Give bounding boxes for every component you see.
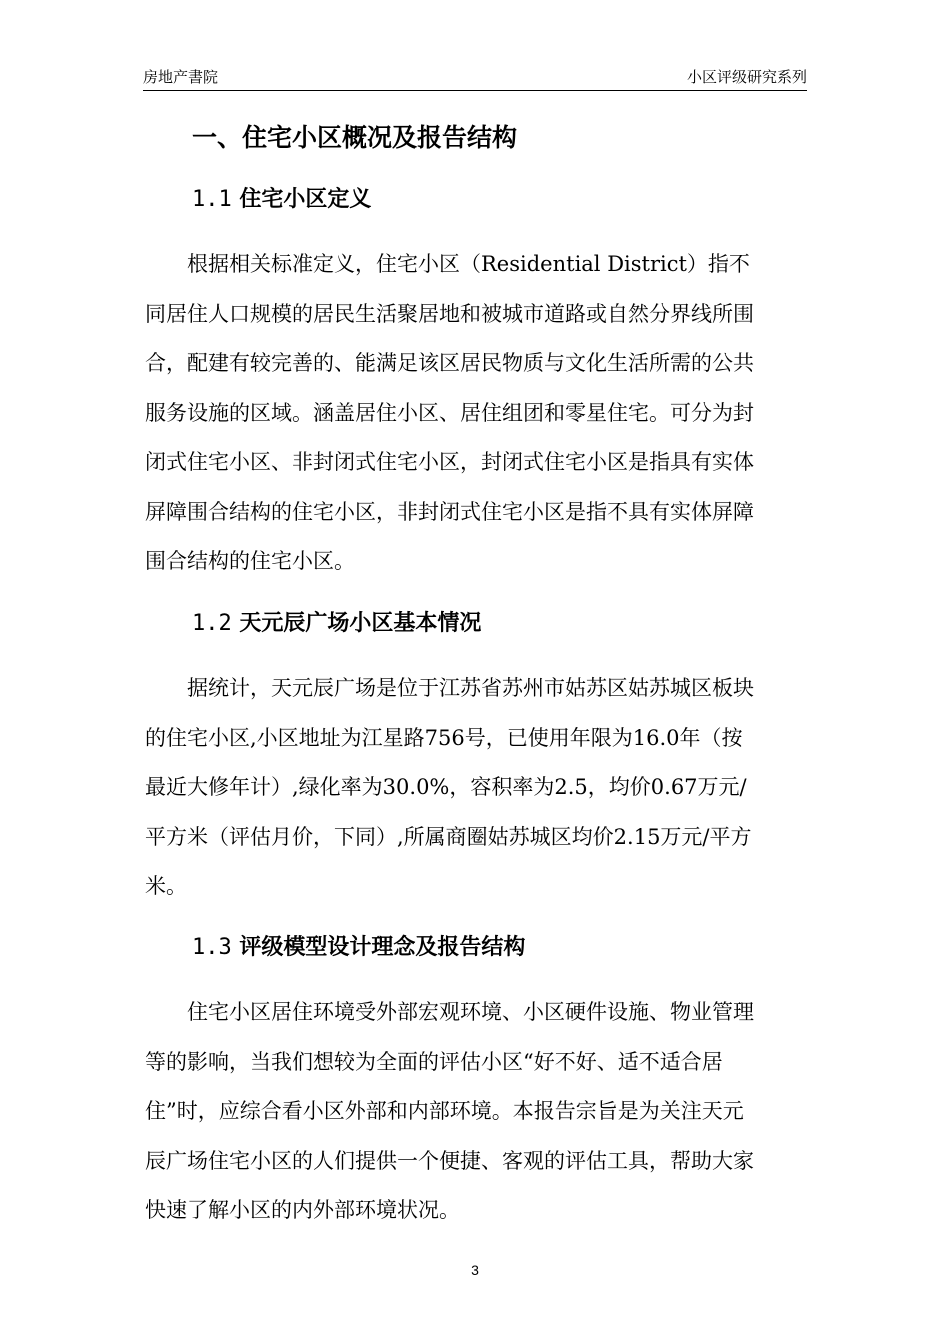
section-number: 1.2 [192, 611, 232, 636]
section-heading-1-2 [192, 606, 481, 642]
section-paragraph-1-2 [145, 664, 805, 912]
paragraph-line: 米。 [145, 874, 187, 898]
chapter-heading: 一、住宅小区概况及报告结构 [192, 123, 518, 152]
section-number: 1.3 [192, 935, 232, 960]
paragraph-line: 围合结构的住宅小区。 [145, 549, 355, 573]
section-paragraph-1-1 [145, 240, 805, 587]
paragraph-line: 辰广场住宅小区的人们提供一个便捷、客观的评估工具，帮助大家 [145, 1148, 754, 1173]
page-header [143, 64, 807, 91]
section-title: 天元辰广场小区基本情况 [239, 611, 482, 636]
section-title: 住宅小区定义 [239, 187, 372, 212]
section-heading-1-1 [192, 182, 371, 218]
section-number: 1.1 [192, 187, 232, 212]
paragraph-line: 屏障围合结构的住宅小区，非封闭式住宅小区是指不具有实体屏障 [145, 499, 754, 524]
paragraph-line: 住”时，应综合看小区外部和内部环境。本报告宗旨是为关注天元 [145, 1099, 744, 1123]
paragraph-line: 快速了解小区的内外部环境状况。 [145, 1198, 460, 1222]
paragraph-line: 合，配建有较完善的、能满足该区居民物质与文化生活所需的公共 [145, 351, 754, 375]
section-title: 评级模型设计理念及报告结构 [239, 935, 526, 960]
paragraph-line: 服务设施的区域。涵盖居住小区、居住组团和零星住宅。可分为封 [145, 400, 754, 425]
paragraph-line: 的住宅小区,小区地址为江星路756号，已使用年限为16.0年（按 [145, 725, 743, 750]
section-paragraph-1-3 [145, 988, 805, 1236]
paragraph-line: 同居住人口规模的居民生活聚居地和被城市道路或自然分界线所围 [145, 301, 754, 326]
paragraph-line: 住宅小区居住环境受外部宏观环境、小区硬件设施、物业管理 [145, 1000, 754, 1024]
paragraph-line: 据统计，天元辰广场是位于江苏省苏州市姑苏区姑苏城区板块 [145, 676, 754, 700]
paragraph-line: 闭式住宅小区、非封闭式住宅小区，封闭式住宅小区是指具有实体 [145, 450, 754, 474]
header-publisher: 房地产書院 [143, 68, 219, 86]
header-series-title: 小区评级研究系列 [686, 68, 807, 86]
paragraph-line: 最近大修年计）,绿化率为30.0%，容积率为2.5，均价0.67万元/ [145, 775, 747, 799]
page-number: 3 [471, 1262, 479, 1278]
paragraph-line: 根据相关标准定义，住宅小区（Residential District）指不 [145, 252, 750, 276]
section-heading-1-3 [192, 930, 525, 966]
paragraph-line: 等的影响，当我们想较为全面的评估小区“好不好、适不适合居 [145, 1049, 723, 1074]
paragraph-line: 平方米（评估月价，下同）,所属商圈姑苏城区均价2.15万元/平方 [145, 824, 752, 849]
